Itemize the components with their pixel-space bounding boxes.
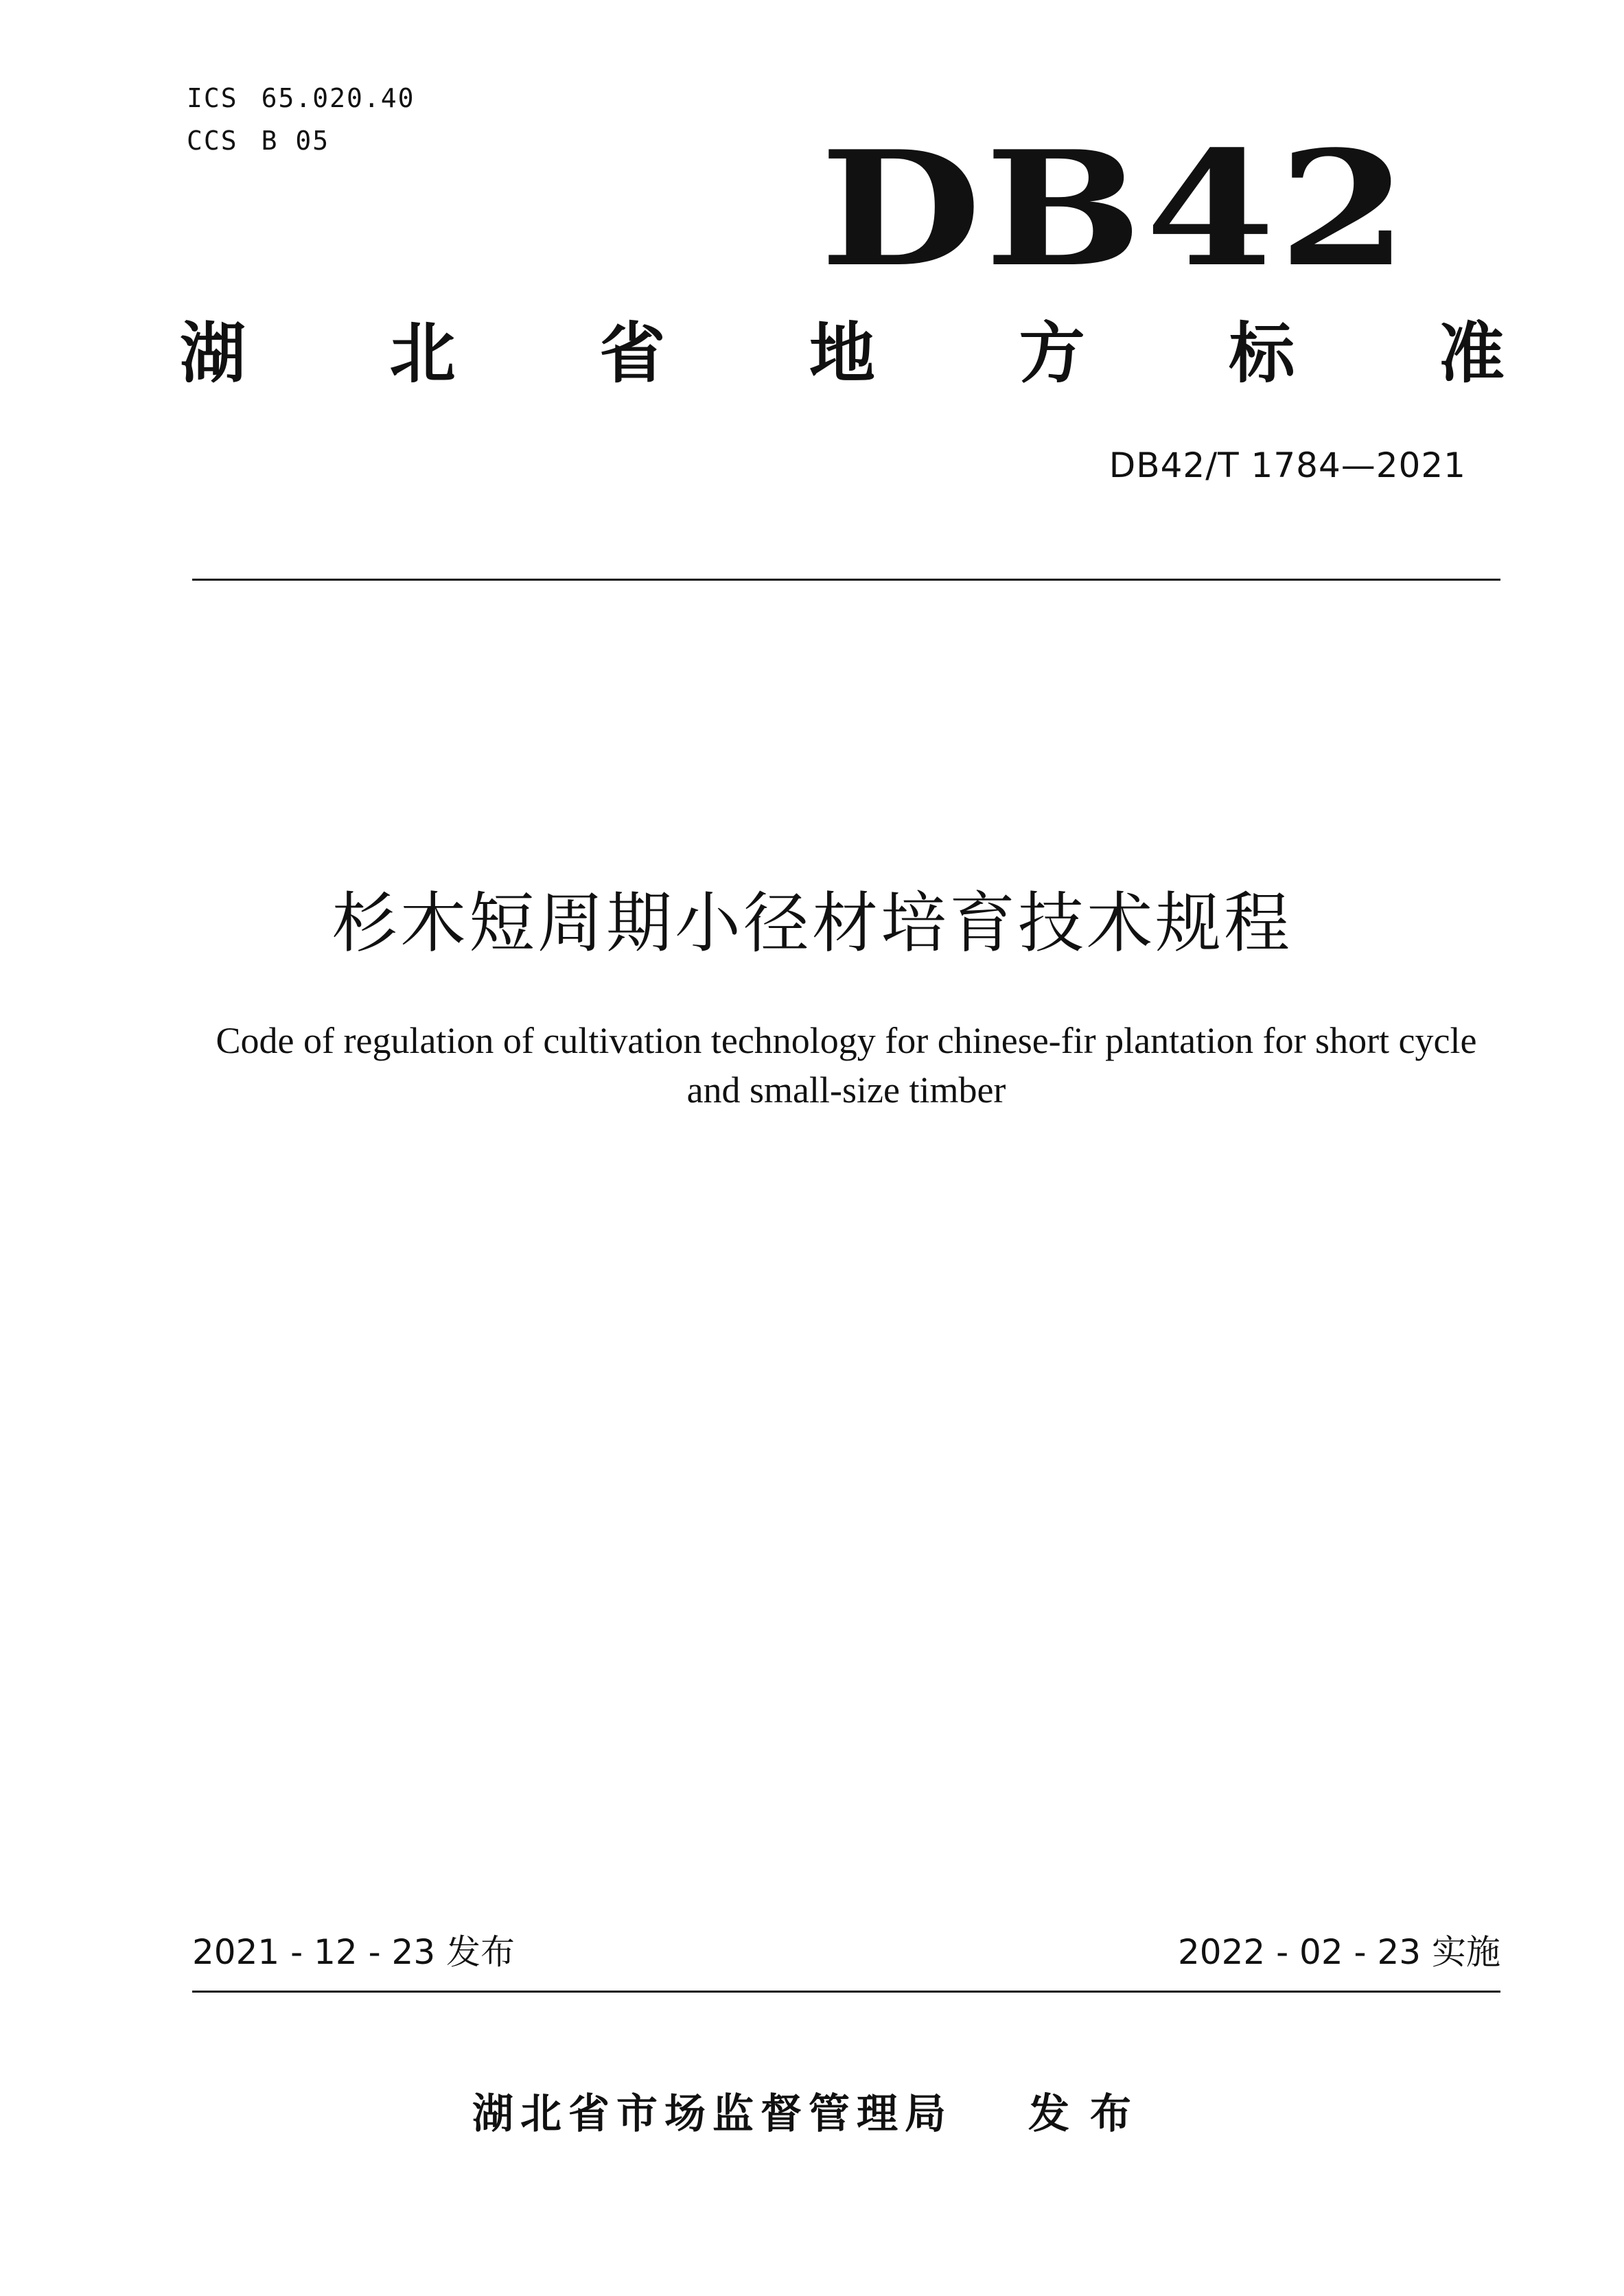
ics-label: ICS — [187, 83, 238, 113]
category-char: 湖 — [180, 315, 246, 392]
classification-codes — [187, 77, 415, 162]
publisher-line — [0, 2087, 1624, 2142]
ccs-label: CCS — [187, 126, 238, 156]
footer-divider — [192, 1991, 1500, 1993]
category-char: 地 — [809, 315, 875, 392]
ics-code: 65.020.40 — [261, 83, 415, 113]
category-char: 北 — [389, 315, 456, 392]
standard-mark: DB42 — [820, 117, 1411, 302]
title-en-line-1: Code of regulation of cultivation technology for chinese-fir plantation for short cycle — [216, 1020, 1477, 1061]
ccs-row — [187, 119, 415, 162]
issue-date: 2021 - 12 - 23 发布 — [192, 1932, 515, 1972]
category-char: 标 — [1229, 315, 1295, 392]
document-title-en — [172, 1016, 1521, 1115]
publisher: 湖北省市场监督管理局 — [472, 2090, 953, 2138]
category-char: 准 — [1438, 315, 1505, 392]
category-char: 省 — [599, 315, 666, 392]
title-en-line-2: and small-size timber — [686, 1069, 1006, 1111]
category-char: 方 — [1019, 315, 1085, 392]
implementation-date: 2022 - 02 - 23 实施 — [1177, 1932, 1500, 1972]
ics-row — [187, 77, 415, 119]
publish-word: 发布 — [1028, 2090, 1152, 2138]
document-title-cn: 杉木短周期小径材培育技术规程 — [332, 885, 1292, 962]
header-divider — [192, 579, 1500, 581]
standard-number: DB42/T 1784—2021 — [1109, 445, 1466, 485]
ccs-code: B 05 — [261, 126, 330, 156]
standard-category — [180, 312, 1505, 395]
